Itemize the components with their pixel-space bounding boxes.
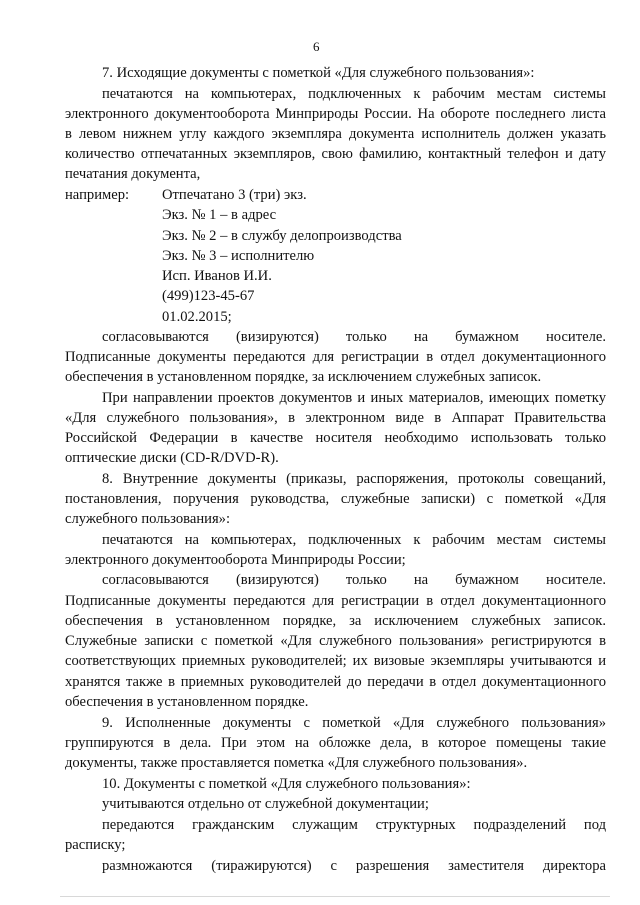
- paragraph-line: согласовываются (визируются) только на бумажном носителе.: [102, 329, 606, 345]
- paragraph-line: количество отпечатанных экземпляров, свою фамилию, контактный телефон и дату: [65, 146, 606, 162]
- paragraph-line: соответствующих приемных руководителей; их визовые экземпляры учитываются и: [65, 653, 606, 669]
- paragraph-line: Российской Федерации в качестве носителя необходимо использовать только: [65, 430, 606, 446]
- example-label: например:: [65, 187, 130, 203]
- example-line: Экз. № 1 – в адрес: [162, 207, 277, 223]
- paragraph-line: документы, также проставляется пометка «Для служебного пользования».: [65, 755, 528, 771]
- paragraph-line: оптические диски (CD-R/DVD-R).: [65, 450, 279, 466]
- paragraph-line: печатания документа,: [65, 166, 201, 182]
- paragraph-line: электронного документооборота Минприроды России;: [65, 552, 406, 568]
- example-line: Экз. № 2 – в службу делопроизводства: [162, 228, 402, 244]
- page-bottom-rule: [60, 896, 610, 897]
- paragraph-line: постановления, поручения руководства, служебные записки) с пометкой «Для: [65, 491, 606, 507]
- paragraph-line: обеспечения в установленном порядке, за исключением служебных записок.: [65, 613, 606, 629]
- example-line: Отпечатано 3 (три) экз.: [162, 187, 307, 203]
- paragraph-line: 8. Внутренние документы (приказы, распоряжения, протоколы совещаний,: [102, 471, 606, 487]
- paragraph-line: расписку;: [65, 837, 126, 853]
- page-number: 6: [313, 39, 320, 54]
- example-line: (499)123-45-67: [162, 288, 255, 304]
- paragraph-line: в левом нижнем углу каждого экземпляра документа исполнитель должен указать: [65, 126, 606, 142]
- paragraph-line: учитываются отдельно от служебной документации;: [102, 796, 429, 812]
- paragraph-line: служебного пользования»:: [65, 511, 231, 527]
- paragraph-line: согласовываются (визируются) только на бумажном носителе.: [102, 572, 606, 588]
- paragraph-line: обеспечения в установленном порядке.: [65, 694, 309, 710]
- example-line: 01.02.2015;: [162, 309, 232, 325]
- paragraph-line: передаются гражданским служащим структурных подразделений под: [102, 817, 606, 833]
- paragraph-line: Подписанные документы передаются для регистрации в отдел документационного: [65, 349, 606, 365]
- paragraph-line: хранятся также в приемных руководителей до передачи в отдел документационного: [65, 674, 606, 690]
- paragraph-line: печатаются на компьютерах, подключенных к рабочим местам системы: [102, 532, 606, 548]
- paragraph-line: размножаются (тиражируются) с разрешения заместителя директора: [102, 858, 606, 874]
- paragraph-line: 9. Исполненные документы с пометкой «Для служебного пользования»: [102, 715, 606, 731]
- paragraph-line: печатаются на компьютерах, подключенных к рабочим местам системы: [102, 86, 606, 102]
- paragraph-line: «Для служебного пользования», в электронном виде в Аппарат Правительства: [65, 410, 606, 426]
- example-line: Экз. № 3 – исполнителю: [162, 248, 315, 264]
- example-line: Исп. Иванов И.И.: [162, 268, 272, 284]
- paragraph-line: группируются в дела. При этом на обложке дела, в которое помещены такие: [65, 735, 606, 751]
- paragraph-line: 10. Документы с пометкой «Для служебного пользования»:: [102, 776, 471, 792]
- paragraph-line: 7. Исходящие документы с пометкой «Для служебного пользования»:: [102, 65, 535, 81]
- paragraph-line: При направлении проектов документов и иных материалов, имеющих пометку: [102, 390, 606, 406]
- paragraph-line: электронного документооборота Минприроды России. На обороте последнего листа: [65, 106, 606, 122]
- paragraph-line: Служебные записки с пометкой «Для служебного пользования» регистрируются в: [65, 633, 606, 649]
- paragraph-line: обеспечения в установленном порядке, за исключением служебных записок.: [65, 369, 542, 385]
- paragraph-line: Подписанные документы передаются для регистрации в отдел документационного: [65, 593, 606, 609]
